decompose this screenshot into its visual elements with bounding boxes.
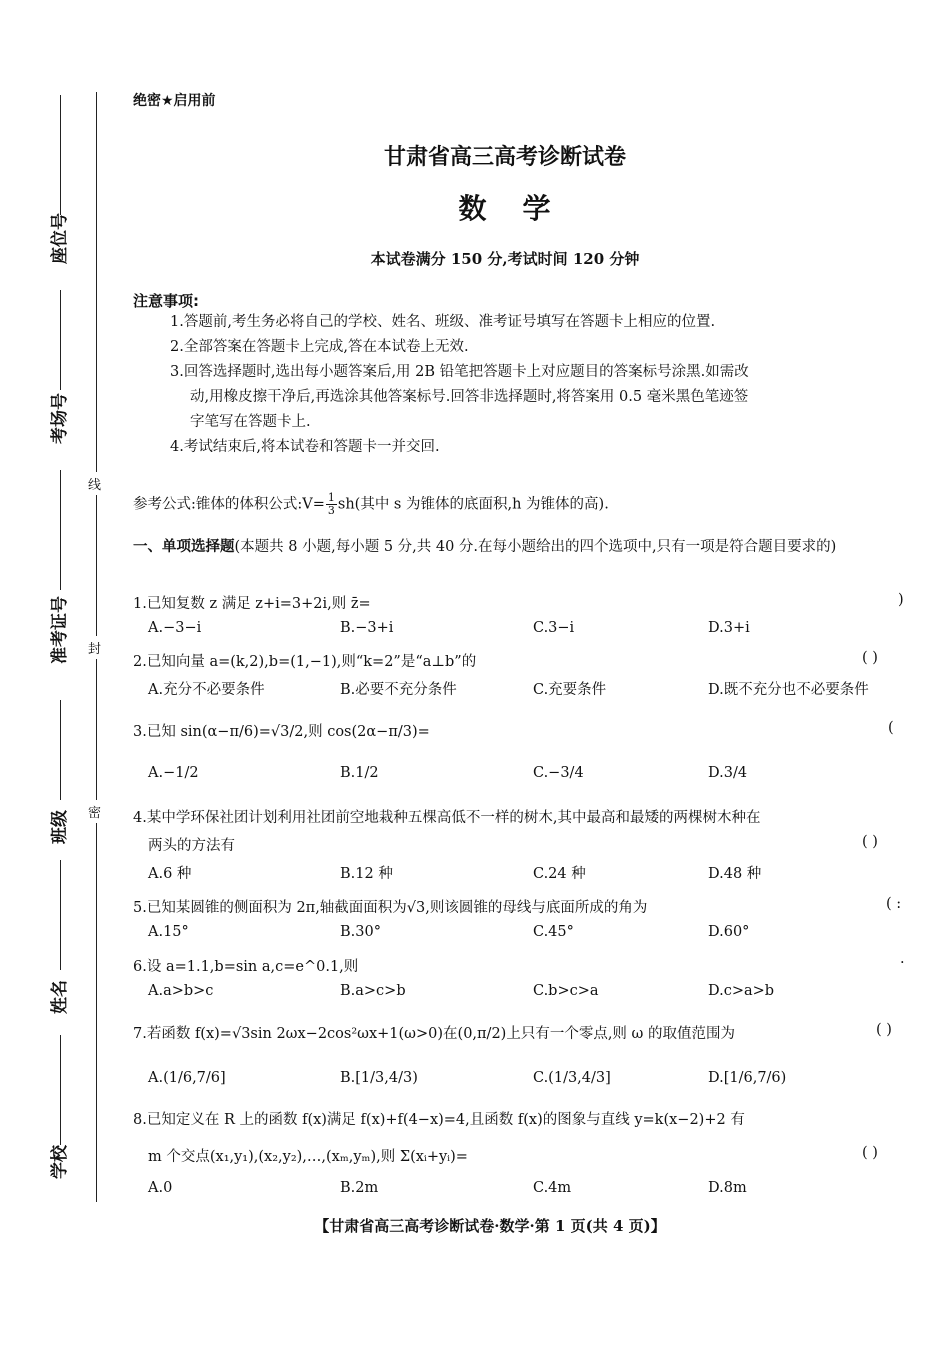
question-5-option-c: C.45°: [533, 924, 574, 940]
question-5-option-d: D.60°: [708, 924, 750, 940]
note-item-3-cont-1: 动,用橡皮擦干净后,再选涂其他答案标号.回答非选择题时,将答案用 0.5 毫米黑色笔迹签: [190, 389, 749, 405]
question-7-option-a: A.(1/6,7/6]: [148, 1070, 226, 1086]
question-8-option-d: D.8m: [708, 1180, 747, 1196]
question-8-option-a: A.0: [148, 1180, 173, 1196]
page-footer: 【甘肃省高三高考诊断试卷·数学·第 1 页(共 4 页)】: [314, 1217, 666, 1235]
note-item-2: 2.全部答案在答题卡上完成,答在本试卷上无效.: [170, 339, 469, 355]
question-2-stem: 2.已知向量 a=(k,2),b=(1,−1),则“k=2”是“a⊥b”的: [133, 654, 477, 670]
note-item-3-cont-2: 字笔写在答题卡上.: [190, 414, 311, 430]
question-2-option-d: D.既不充分也不必要条件: [708, 682, 869, 698]
school-label: 学校: [50, 1145, 70, 1179]
question-2-paren: ( ): [862, 650, 878, 666]
exam-room-label: 考场号: [50, 393, 70, 444]
question-4-stem: 4.某中学环保社团计划利用社团前空地栽种五棵高低不一样的树木,其中最高和最矮的两棵树木种在: [133, 810, 761, 826]
subject-title: 数学: [458, 192, 587, 225]
seal-char-seal: 封: [88, 636, 101, 659]
question-3-paren: (: [888, 720, 894, 736]
question-3-stem: 3.已知 sin(α−π/6)=√3/2,则 cos(2α−π/3)=: [133, 724, 430, 740]
question-7-stem: 7.若函数 f(x)=√3sin 2ωx−2cos²ωx+1(ω>0)在(0,π/2)上只有一个零点,则 ω 的取值范围为: [133, 1026, 735, 1042]
question-6-option-b: B.a>c>b: [340, 983, 406, 999]
seat-number-label: 座位号: [50, 213, 70, 264]
school-rule: [60, 1035, 61, 1145]
question-5-option-a: A.15°: [148, 924, 189, 940]
question-6-option-c: C.b>c>a: [533, 983, 599, 999]
question-6-option-a: A.a>b>c: [148, 983, 214, 999]
question-1-option-a: A.−3−i: [148, 620, 202, 636]
question-8-stem-cont: m 个交点(x₁,y₁),(x₂,y₂),…,(xₘ,yₘ),则 Σ(xᵢ+yᵢ)=: [148, 1149, 468, 1165]
question-6-paren: ·: [900, 955, 905, 971]
question-5-paren: ( :: [886, 896, 902, 912]
question-8-stem: 8.已知定义在 R 上的函数 f(x)满足 f(x)+f(4−x)=4,且函数 f(x)的图象与直线 y=k(x−2)+2 有: [133, 1112, 745, 1128]
question-7-paren: ( ): [876, 1022, 892, 1038]
section-desc: (本题共 8 小题,每小题 5 分,共 40 分.在每小题给出的四个选项中,只有一项是符合题目要求的): [234, 539, 837, 555]
question-2-option-c: C.充要条件: [533, 682, 607, 698]
formula-prefix: 参考公式:锥体的体积公式:V=: [133, 496, 325, 513]
formula-suffix: sh(其中 s 为锥体的底面积,h 为锥体的高).: [337, 496, 609, 513]
formula-fraction: $\frac{1}{3}$: [327, 491, 335, 517]
question-5-option-b: B.30°: [340, 924, 381, 940]
question-4-paren: ( ): [862, 834, 878, 850]
reference-formula: [133, 492, 609, 517]
question-8-option-c: C.4m: [533, 1180, 572, 1196]
question-7-option-d: D.[1/6,7/6): [708, 1070, 787, 1086]
question-4-stem-cont: 两头的方法有: [148, 838, 235, 854]
question-1-option-c: C.3−i: [533, 620, 575, 636]
exam-meta: 本试卷满分 150 分,考试时间 120 分钟: [370, 250, 640, 268]
question-7-option-b: B.[1/3,4/3): [340, 1070, 418, 1086]
question-6-option-d: D.c>a>b: [708, 983, 775, 999]
question-1-option-b: B.−3+i: [340, 620, 394, 636]
exam-room-rule: [60, 290, 61, 390]
question-4-option-d: D.48 种: [708, 866, 762, 882]
question-7-option-c: C.(1/3,4/3]: [533, 1070, 611, 1086]
question-3-option-a: A.−1/2: [148, 765, 199, 781]
note-item-4: 4.考试结束后,将本试卷和答题卡一并交回.: [170, 439, 440, 455]
note-item-1: 1.答题前,考生务必将自己的学校、姓名、班级、准考证号填写在答题卡上相应的位置.: [170, 314, 716, 330]
page-title: 甘肃省高三高考诊断试卷: [383, 144, 626, 170]
question-3-option-d: D.3/4: [708, 765, 748, 781]
question-3-option-b: B.1/2: [340, 765, 379, 781]
question-4-option-b: B.12 种: [340, 866, 393, 882]
question-6-stem: 6.设 a=1.1,b=sin a,c=e^0.1,则: [133, 959, 359, 975]
question-1-paren: ): [898, 592, 904, 608]
question-3-option-c: C.−3/4: [533, 765, 584, 781]
name-rule: [60, 860, 61, 970]
question-2-option-b: B.必要不充分条件: [340, 682, 457, 698]
question-8-option-b: B.2m: [340, 1180, 379, 1196]
question-4-option-a: A.6 种: [148, 866, 192, 882]
question-1-stem: 1.已知复数 z 满足 z+i=3+2i,则 z̄=: [133, 596, 371, 612]
name-label: 姓名: [50, 980, 70, 1014]
seal-char-line: 线: [88, 472, 101, 495]
question-8-paren: ( ): [862, 1145, 878, 1161]
section-title: 一、单项选择题: [133, 539, 235, 555]
class-label: 班级: [50, 810, 70, 844]
question-2-option-a: A.充分不必要条件: [148, 682, 265, 698]
seal-char-secret: 密: [88, 800, 101, 823]
ticket-number-rule: [60, 470, 61, 590]
class-rule: [60, 700, 61, 800]
question-1-option-d: D.3+i: [708, 620, 750, 636]
ticket-number-label: 准考证号: [50, 596, 70, 664]
question-4-option-c: C.24 种: [533, 866, 586, 882]
notes-title: 注意事项:: [133, 292, 199, 310]
secret-mark: 绝密★启用前: [133, 93, 216, 109]
question-5-stem: 5.已知某圆锥的侧面积为 2π,轴截面面积为√3,则该圆锥的母线与底面所成的角为: [133, 900, 648, 916]
note-item-3: 3.回答选择题时,选出每小题答案后,用 2B 铅笔把答题卡上对应题目的答案标号涂黑.如需改: [170, 364, 749, 380]
section-heading: [133, 535, 908, 560]
